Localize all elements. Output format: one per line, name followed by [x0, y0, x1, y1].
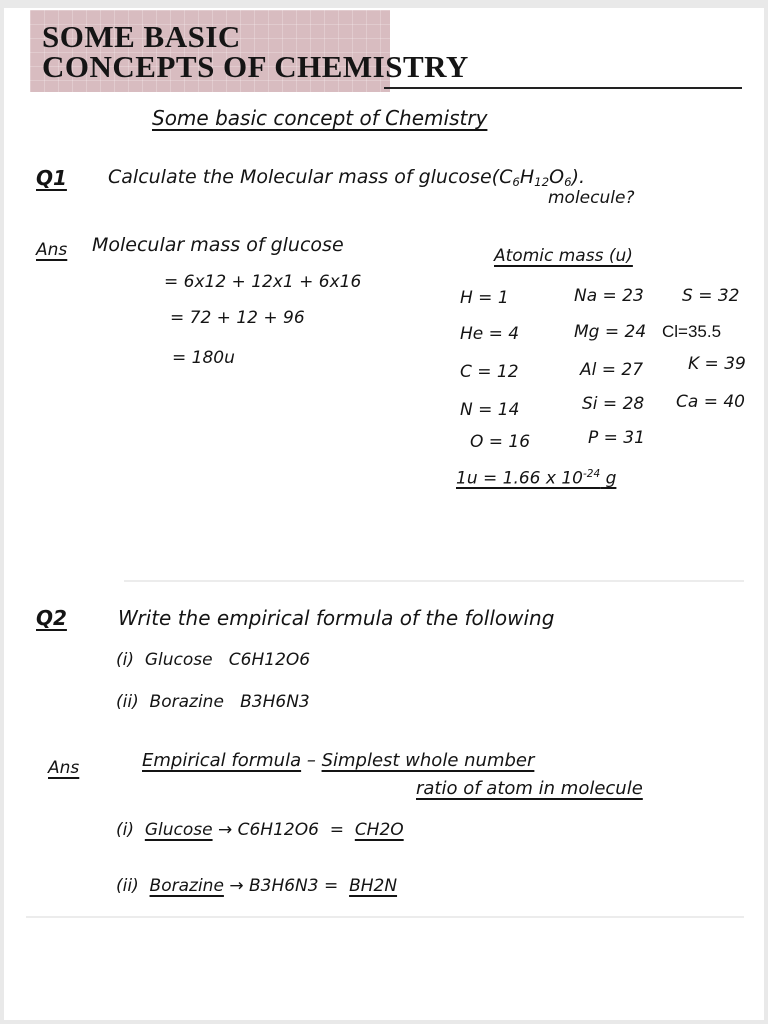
page-title: Some basic concept of Chemistry	[152, 106, 488, 130]
atomic-mass-entry: O = 16	[470, 432, 531, 452]
result-empirical: BH2N	[349, 876, 398, 896]
bottom-divider	[26, 916, 744, 918]
calc-step-2: = 72 + 12 + 96	[170, 308, 305, 328]
atomic-mass-entry: P = 31	[588, 428, 645, 448]
result-empirical: CH2O	[354, 820, 404, 840]
definition-term: Empirical formula	[142, 750, 302, 771]
item-number: ii	[122, 692, 133, 712]
calc-step-1: = 6x12 + 12x1 + 6x16	[164, 272, 362, 292]
result-molecular: B3H6N3	[248, 876, 319, 896]
chapter-title	[42, 19, 469, 84]
definition-line2: ratio of atom in molecule	[416, 778, 643, 799]
atomic-mass-entry: H = 1	[460, 288, 509, 308]
arrow-icon: →	[217, 820, 233, 840]
atomic-mass-title: Atomic mass (u)	[494, 246, 633, 266]
q1-answer-label: Ans	[36, 240, 68, 260]
atomic-mass-entry: Mg = 24	[574, 322, 647, 342]
q2-item: (ii) Borazine B3H6N3	[116, 692, 310, 712]
q2-item: (i) Glucose C6H12O6	[116, 650, 311, 670]
atomic-mass-entry: N = 14	[460, 400, 520, 420]
result-molecular: C6H12O6	[237, 820, 319, 840]
q2-answer-label: Ans	[48, 758, 80, 778]
atomic-mass-entry: C = 12	[460, 362, 519, 382]
definition: Empirical formula – Simplest whole number	[142, 750, 535, 771]
item-number: i	[122, 650, 128, 670]
q1-question: Calculate the Molecular mass of $glucose(C_6H_{12}O_6)$.	[108, 166, 586, 189]
q2-question: Write the empirical formula of the following	[118, 606, 555, 630]
result-number: i	[122, 820, 128, 840]
item-name: Glucose	[144, 650, 213, 670]
header-rule	[384, 87, 742, 89]
q1-label: Q1	[36, 166, 67, 190]
item-formula: B3H6N3	[240, 692, 310, 712]
q1-answer-heading: Molecular mass of glucose	[92, 234, 344, 256]
section-divider	[124, 580, 744, 582]
chapter-title-line1: SOME BASIC	[42, 19, 241, 54]
atomic-mass-unit: 1u = 1.66 x $10^{-24}$ g	[456, 468, 617, 489]
atomic-mass-entry: He = 4	[460, 324, 520, 344]
atomic-mass-entry: K = 39	[688, 354, 746, 374]
result-number: ii	[122, 876, 133, 896]
atomic-mass-entry: Ca = 40	[676, 392, 745, 412]
item-formula: C6H12O6	[228, 650, 311, 670]
document-page	[4, 8, 764, 1020]
q2-label: Q2	[36, 606, 67, 630]
result-name: Borazine	[149, 876, 224, 896]
atomic-mass-entry: S = 32	[682, 286, 740, 306]
arrow-icon: →	[229, 876, 244, 896]
atomic-mass-entry: Na = 23	[574, 286, 644, 306]
definition-line1: Simplest whole number	[321, 750, 535, 771]
result-row: (i) Glucose → C6H12O6 = CH2O	[116, 820, 404, 840]
atomic-mass-entry: Al = 27	[580, 360, 644, 380]
q1-question-text: Calculate the Molecular mass of glucose	[108, 166, 492, 188]
result-row: (ii) Borazine → B3H6N3 = BH2N	[116, 876, 398, 896]
chapter-title-line2: CONCEPTS OF CHEMISTRY	[42, 49, 469, 84]
atomic-mass-entry: Cl=35.5	[662, 322, 722, 341]
atomic-mass-entry: Si = 28	[582, 394, 645, 414]
result-name: Glucose	[144, 820, 213, 840]
calc-step-3: = 180u	[172, 348, 235, 368]
item-name: Borazine	[149, 692, 224, 712]
q1-question-line2: molecule?	[548, 188, 635, 208]
